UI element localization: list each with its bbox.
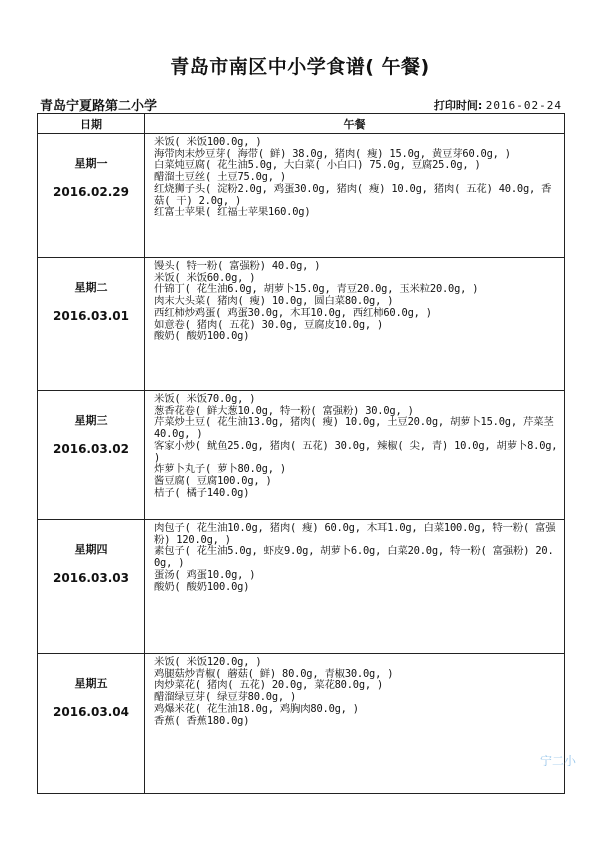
print-time xyxy=(434,97,562,113)
menu-item: 炸萝卜丸子( 萝卜80.0g, ) xyxy=(154,463,286,476)
day-cell xyxy=(38,520,145,654)
menu-item: 西红柿炒鸡蛋( 鸡蛋30.0g, 木耳10.0g, 西红柿60.0g, ) xyxy=(154,306,432,319)
menu-item: 芹菜炒土豆( 花生油13.0g, 猪肉( 瘦) 10.0g, 土豆20.0g, 胡萝卜15.0g, 芹菜茎40.0g, ) xyxy=(154,416,554,441)
lunch-items xyxy=(145,258,565,391)
page-title: 青岛市南区中小学食谱( 午餐) xyxy=(170,56,430,78)
date-label: 2016.03.02 xyxy=(53,442,129,456)
menu-item: 桔子( 橘子140.0g) xyxy=(154,486,250,499)
day-row-wednesday xyxy=(38,391,565,520)
menu-item: 红烧狮子头( 淀粉2.0g, 鸡蛋30.0g, 猪肉( 瘦) 10.0g, 猪肉( 五花) 40.0g, 香菇( 干) 2.0g, ) xyxy=(154,182,552,207)
menu-item: 米饭( 米饭120.0g, ) xyxy=(154,656,262,668)
menu-item: 肉末大头菜( 猪肉( 瘦) 10.0g, 圆白菜80.0g, ) xyxy=(154,295,394,308)
weekday-label: 星期一 xyxy=(74,157,108,170)
weekday-label: 星期二 xyxy=(74,281,108,294)
date-label: 2016.02.29 xyxy=(53,185,129,199)
menu-item: 酸奶( 酸奶100.0g) xyxy=(154,330,250,343)
day-cell xyxy=(38,258,145,391)
date-label: 2016.03.01 xyxy=(53,309,129,323)
menu-item: 米饭( 米饭60.0g, ) xyxy=(154,271,256,284)
watermark: 宁二小 xyxy=(539,754,576,768)
day-row-monday xyxy=(38,134,565,258)
menu-item: 什锦丁( 花生油6.0g, 胡萝卜15.0g, 青豆20.0g, 玉米粒20.0g, ) xyxy=(154,283,479,296)
menu-item: 肉包子( 花生油10.0g, 猪肉( 瘦) 60.0g, 木耳1.0g, 白菜100.0g, 特一粉( 富强粉) 120.0g, ) xyxy=(154,522,556,546)
print-time-value: 2016-02-24 xyxy=(485,99,562,112)
lunch-items xyxy=(145,520,565,654)
menu-item: 酱豆腐( 豆腐100.0g, ) xyxy=(154,474,272,487)
weekday-label: 星期五 xyxy=(74,677,108,690)
day-row-friday xyxy=(38,654,565,794)
menu-item: 鸡腿菇炒青椒( 蘑菇( 鲜) 80.0g, 青椒30.0g, ) xyxy=(154,667,394,680)
menu-item: 酸奶( 酸奶100.0g) xyxy=(154,580,250,593)
date-label: 2016.03.03 xyxy=(53,571,129,585)
menu-item: 醋溜土豆丝( 土豆75.0g, ) xyxy=(154,171,286,184)
day-row-thursday xyxy=(38,520,565,654)
lunch-items xyxy=(145,391,565,520)
menu-item: 如意卷( 猪肉( 五花) 30.0g, 豆腐皮10.0g, ) xyxy=(154,318,384,331)
menu-item: 红富士苹果( 红福士苹果160.0g) xyxy=(154,206,311,219)
lunch-items xyxy=(145,134,565,258)
menu-item: 蛋汤( 鸡蛋10.0g, ) xyxy=(154,568,256,581)
menu-item: 馒头( 特一粉( 富强粉) 40.0g, ) xyxy=(154,260,321,272)
menu-item: 米饭( 米饭70.0g, ) xyxy=(154,393,256,405)
day-cell xyxy=(38,134,145,258)
menu-item: 白菜炖豆腐( 花生油5.0g, 大白菜( 小白口) 75.0g, 豆腐25.0g, ) xyxy=(154,159,481,172)
menu-item: 海带肉末炒豆芽( 海带( 鲜) 38.0g, 猪肉( 瘦) 15.0g, 黄豆芽60.0g, ) xyxy=(154,147,511,160)
day-row-tuesday xyxy=(38,258,565,391)
print-time-label: 打印时间: xyxy=(433,99,483,112)
menu-table xyxy=(37,113,565,794)
menu-item: 醋溜绿豆芽( 绿豆芽80.0g, ) xyxy=(154,691,297,704)
lunch-items xyxy=(145,654,565,794)
menu-item: 素包子( 花生油5.0g, 虾皮9.0g, 胡萝卜6.0g, 白菜20.0g, 特一粉( 富强粉) 20.0g, ) xyxy=(154,545,554,570)
weekday-label: 星期三 xyxy=(74,414,108,427)
school-name: 青岛宁夏路第二小学 xyxy=(40,99,158,114)
header-date: 日期 xyxy=(38,114,145,134)
menu-item: 鸡爆米花( 花生油18.0g, 鸡胸肉80.0g, ) xyxy=(154,702,359,715)
menu-item: 肉炒菜花( 猪肉( 五花) 20.0g, 菜花80.0g, ) xyxy=(154,679,384,692)
menu-item: 香蕉( 香蕉180.0g) xyxy=(154,714,250,727)
menu-item: 客家小炒( 鱿鱼25.0g, 猪肉( 五花) 30.0g, 辣椒( 尖, 青) 10.0g, 胡萝卜8.0g, ) xyxy=(154,439,558,464)
day-cell xyxy=(38,391,145,520)
date-label: 2016.03.04 xyxy=(53,705,129,719)
weekday-label: 星期四 xyxy=(74,543,108,556)
menu-item: 葱香花卷( 鲜大葱10.0g, 特一粉( 富强粉) 30.0g, ) xyxy=(154,404,414,417)
menu-item: 米饭( 米饭100.0g, ) xyxy=(154,136,262,148)
header-row xyxy=(38,114,565,134)
day-cell xyxy=(38,654,145,794)
header-lunch: 午餐 xyxy=(145,114,565,134)
